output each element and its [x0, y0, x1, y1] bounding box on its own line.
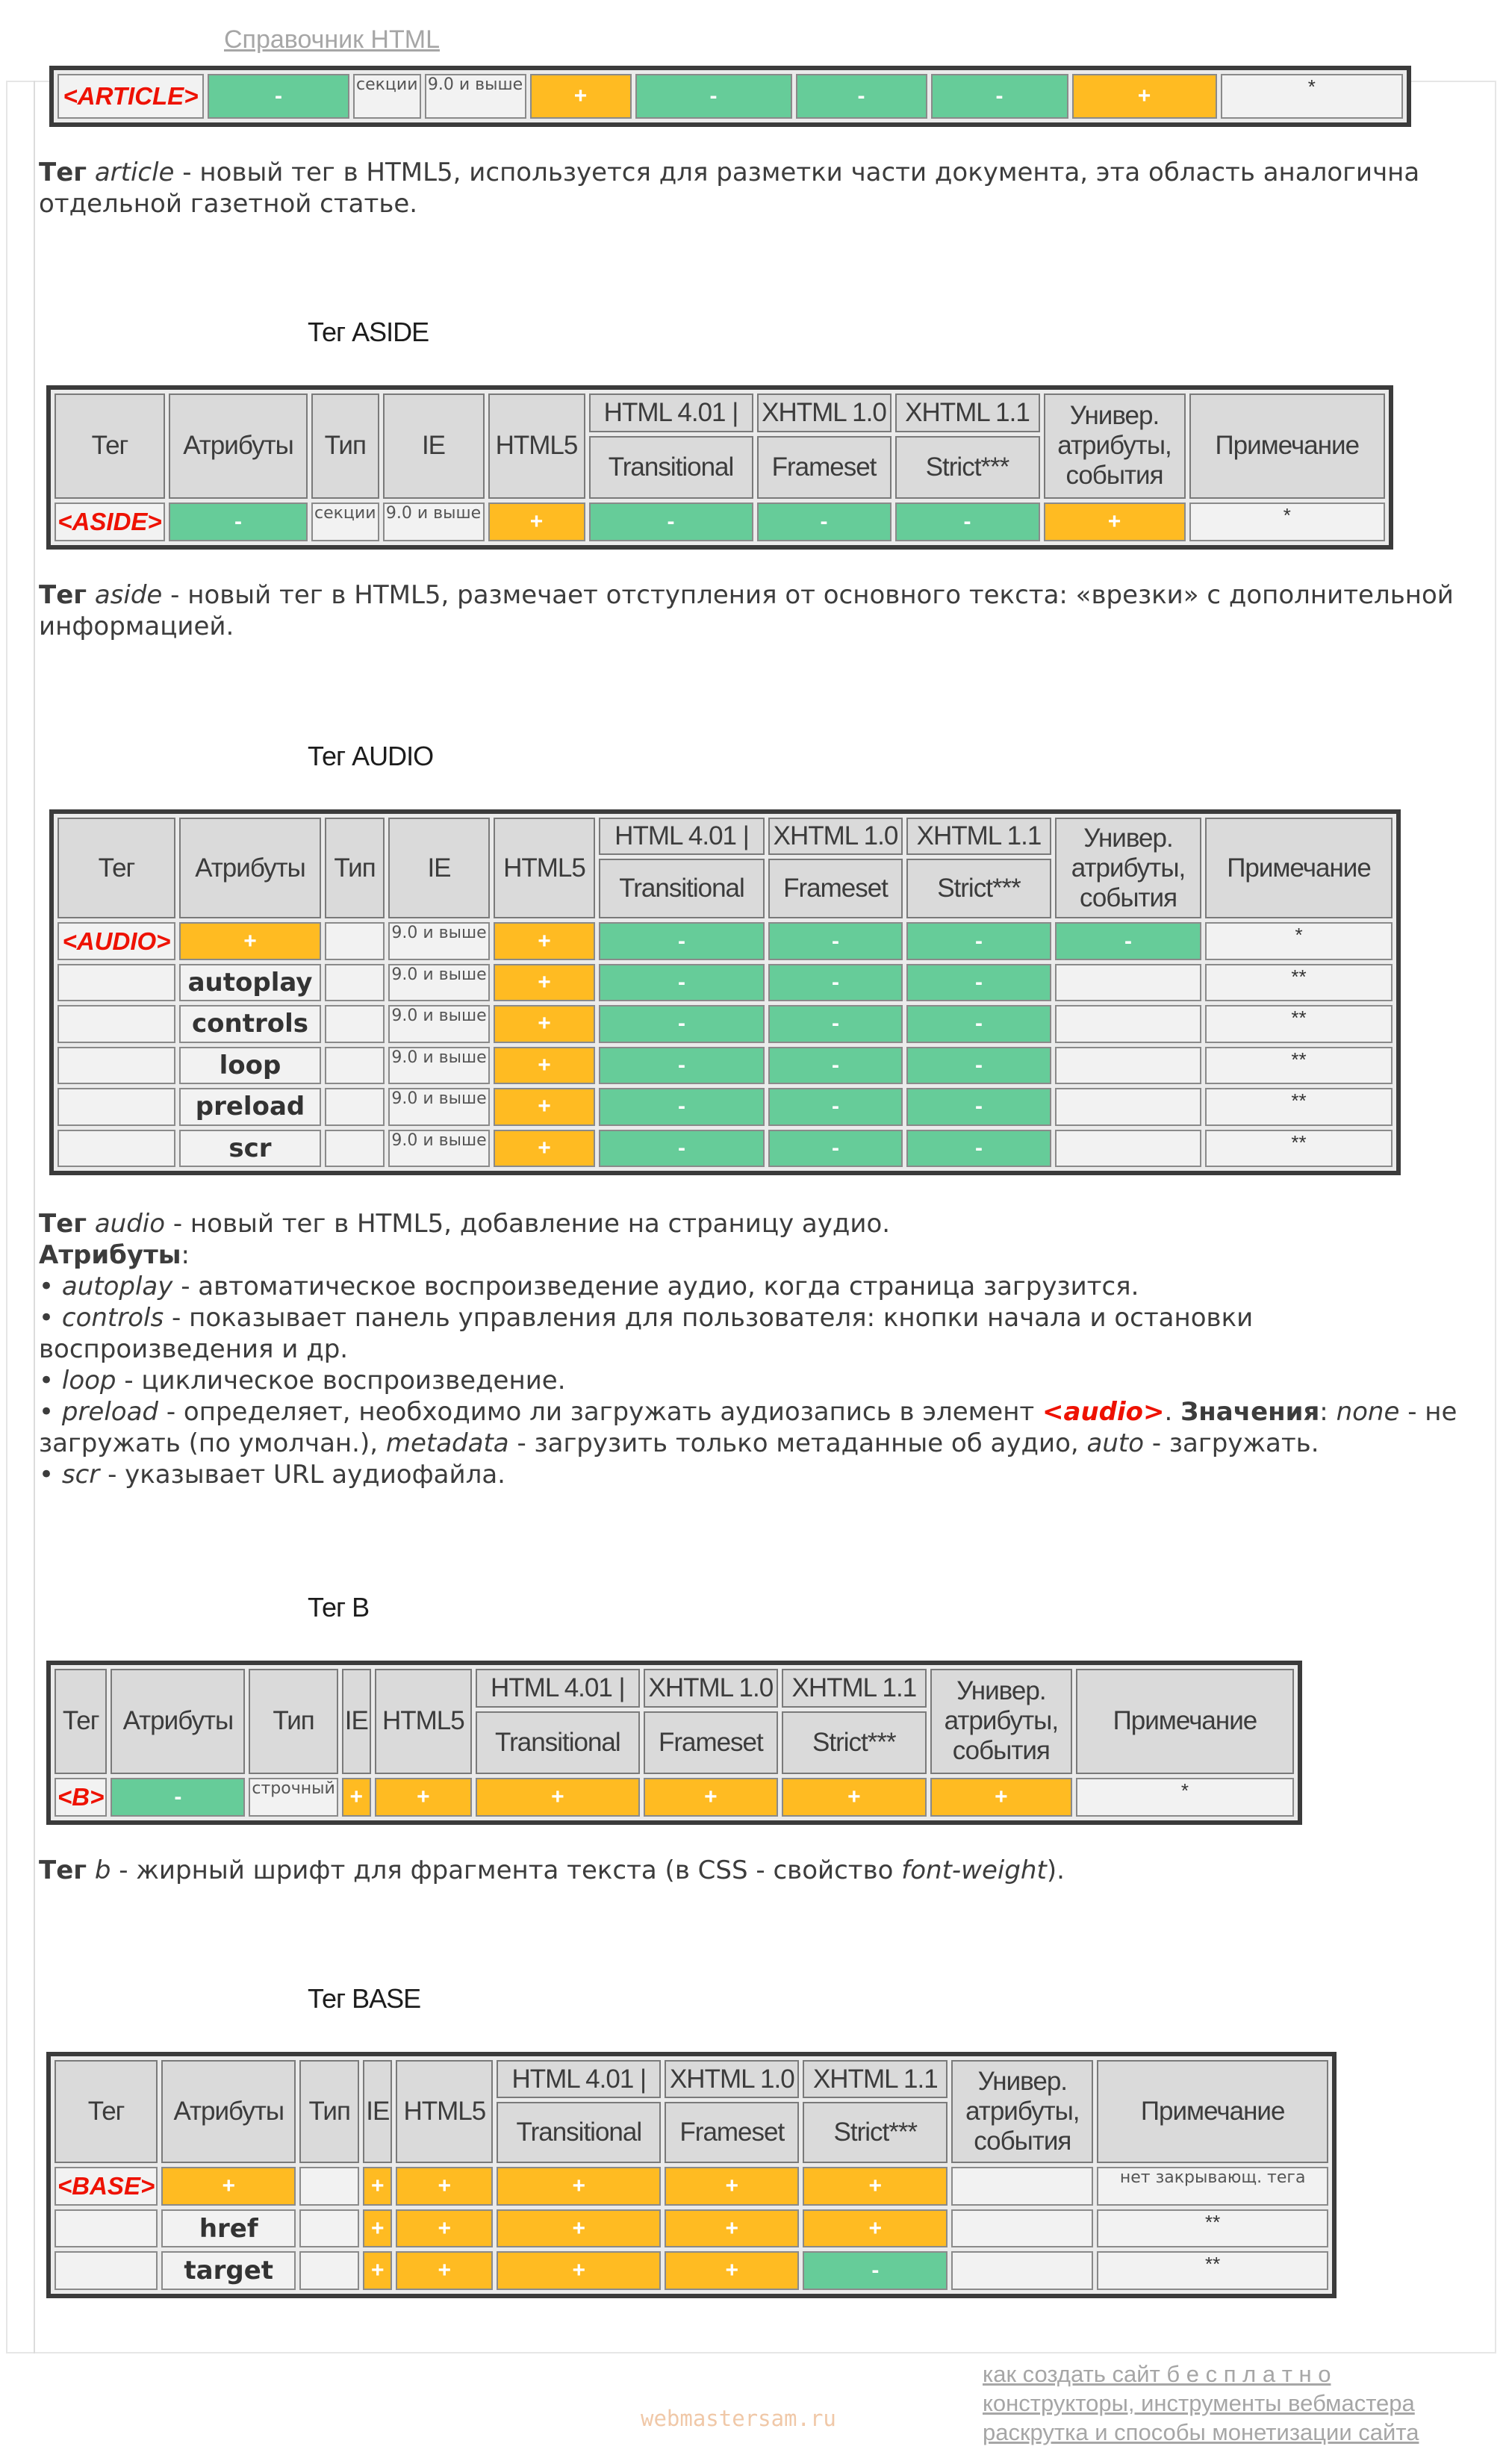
- aside-ie-cell: 9.0 и выше: [383, 503, 485, 541]
- desc-tag-name: article: [94, 158, 175, 187]
- transitional-cell: +: [497, 2209, 661, 2248]
- audio-tag-cell[interactable]: <AUDIO>: [57, 922, 175, 959]
- transitional-cell: -: [599, 1088, 765, 1125]
- hdr-note: Примечание: [1076, 1669, 1294, 1774]
- empty-tag-cell: [57, 1047, 175, 1084]
- hdr-transitional: Transitional: [497, 2102, 661, 2163]
- hdr-note: Примечание: [1205, 818, 1393, 918]
- empty-type-cell: [325, 1047, 385, 1084]
- hdr-tag: Тег: [55, 393, 165, 499]
- frameset-cell: -: [768, 964, 903, 1001]
- b-description: [39, 1855, 1465, 1886]
- desc-text: - новый тег в HTML5, добавление на страницу аудио.: [165, 1209, 891, 1239]
- article-type-cell: секции: [353, 74, 421, 119]
- hdr-transitional: Transitional: [599, 859, 765, 918]
- empty-univ-cell: [1055, 1005, 1201, 1042]
- attr-scr: scr: [61, 1460, 100, 1490]
- attr-name-cell: preload: [179, 1088, 321, 1125]
- audio-ie-cell: 9.0 и выше: [388, 922, 490, 959]
- hdr-transitional: Transitional: [476, 1711, 640, 1773]
- note-cell: **: [1205, 1047, 1393, 1084]
- attr-name-cell: loop: [179, 1047, 321, 1084]
- hdr-xhtml11: XHTML 1.1: [906, 818, 1051, 855]
- table-row: [57, 1047, 1393, 1084]
- attr-name-cell: controls: [179, 1005, 321, 1042]
- desc-tag-name: audio: [94, 1209, 166, 1239]
- base-transitional-cell: +: [497, 2167, 661, 2206]
- desc-lead: Тег: [39, 1855, 87, 1885]
- hdr-note: Примечание: [1097, 2060, 1328, 2163]
- ie-cell: 9.0 и выше: [388, 1047, 490, 1084]
- aside-transitional-cell: -: [589, 503, 753, 541]
- table-row: [55, 2251, 1328, 2290]
- frameset-cell: -: [768, 1047, 903, 1084]
- audio-transitional-cell: -: [599, 922, 765, 959]
- value-none-text: - не загружать (по умолчан.),: [39, 1397, 1457, 1458]
- b-html5-cell: +: [375, 1778, 472, 1817]
- b-strict-cell: +: [782, 1778, 927, 1817]
- attr-loop-text: - циклическое воспроизведение.: [116, 1366, 566, 1396]
- aside-univ-cell: +: [1044, 503, 1186, 541]
- attr-autoplay: autoplay: [61, 1272, 173, 1301]
- empty-type-cell: [325, 1130, 385, 1167]
- panel-left-rule: [34, 81, 35, 2353]
- attr-controls: controls: [61, 1303, 164, 1333]
- empty-univ-cell: [1055, 964, 1201, 1001]
- frameset-cell: -: [768, 1130, 903, 1167]
- hdr-xhtml11: XHTML 1.1: [782, 1669, 927, 1708]
- hdr-tag: Тег: [55, 1669, 107, 1774]
- table-row: [57, 922, 1393, 959]
- frameset-cell: +: [665, 2209, 799, 2248]
- aside-heading: Тег ASIDE: [308, 317, 429, 347]
- desc-lead: Тег: [39, 1209, 87, 1239]
- empty-univ-cell: [1055, 1088, 1201, 1125]
- audio-type-cell: [325, 922, 385, 959]
- empty-type-cell: [325, 964, 385, 1001]
- article-html5-cell: +: [530, 74, 632, 119]
- html5-cell: +: [396, 2251, 493, 2290]
- empty-tag-cell: [55, 2251, 158, 2290]
- hdr-univ: Универ. атрибуты, события: [951, 2060, 1093, 2163]
- hdr-transitional: Transitional: [589, 436, 753, 498]
- note-cell: **: [1097, 2209, 1328, 2248]
- base-univ-cell: [951, 2167, 1093, 2206]
- hdr-attrs: Атрибуты: [161, 2060, 296, 2163]
- ie-cell: +: [363, 2251, 392, 2290]
- empty-univ-cell: [951, 2251, 1093, 2290]
- b-frameset-cell: +: [644, 1778, 778, 1817]
- strict-cell: +: [803, 2209, 948, 2248]
- hdr-attrs: Атрибуты: [111, 1669, 245, 1774]
- b-attrs-cell: -: [111, 1778, 245, 1817]
- hdr-ie: IE: [388, 818, 490, 918]
- base-tag-cell[interactable]: <BASE>: [55, 2167, 158, 2206]
- empty-tag-cell: [57, 1130, 175, 1167]
- b-ie-cell: +: [342, 1778, 371, 1817]
- hdr-xhtml11: XHTML 1.1: [895, 393, 1040, 432]
- aside-attrs-cell: -: [169, 503, 308, 541]
- attr-loop: loop: [61, 1366, 116, 1396]
- footer-site-name: webmastersam.ru: [641, 2406, 836, 2431]
- audio-table: [49, 809, 1401, 1175]
- attr-preload: preload: [61, 1397, 159, 1427]
- aside-description: [39, 579, 1465, 642]
- hdr-note: Примечание: [1189, 393, 1386, 499]
- empty-tag-cell: [57, 1005, 175, 1042]
- attr-name-cell: scr: [179, 1130, 321, 1167]
- footer-link-monetization[interactable]: раскрутка и способы монетизации сайта: [983, 2419, 1419, 2445]
- aside-html5-cell: +: [488, 503, 585, 541]
- transitional-cell: -: [599, 964, 765, 1001]
- note-cell: **: [1097, 2251, 1328, 2290]
- desc-end: ).: [1046, 1855, 1065, 1885]
- attr-scr-text: - указывает URL аудиофайла.: [99, 1460, 505, 1490]
- hdr-type: Тип: [311, 393, 379, 499]
- html5-cell: +: [494, 964, 595, 1001]
- b-univ-cell: +: [930, 1778, 1072, 1817]
- b-transitional-cell: +: [476, 1778, 640, 1817]
- hdr-strict: Strict***: [906, 859, 1051, 918]
- audio-note-cell: *: [1205, 922, 1393, 959]
- html5-cell: +: [494, 1130, 595, 1167]
- hdr-xhtml10: XHTML 1.0: [757, 393, 892, 432]
- value-metadata: metadata: [385, 1428, 509, 1458]
- hdr-ie: IE: [363, 2060, 392, 2163]
- hdr-xhtml10: XHTML 1.0: [665, 2060, 799, 2098]
- frameset-cell: -: [768, 1005, 903, 1042]
- article-description: [39, 157, 1465, 220]
- table-row: [55, 2167, 1328, 2206]
- base-note-cell: нет закрывающ. тега: [1097, 2167, 1328, 2206]
- frameset-cell: -: [768, 1088, 903, 1125]
- value-auto: auto: [1086, 1428, 1145, 1458]
- hdr-xhtml10: XHTML 1.0: [644, 1669, 778, 1708]
- hdr-html401: HTML 4.01 |: [589, 393, 753, 432]
- transitional-cell: -: [599, 1047, 765, 1084]
- ie-cell: +: [363, 2209, 392, 2248]
- hdr-xhtml10: XHTML 1.0: [768, 818, 903, 855]
- strict-cell: -: [906, 1047, 1051, 1084]
- hdr-frameset: Frameset: [665, 2102, 799, 2163]
- hdr-tag: Тег: [57, 818, 175, 918]
- attributes-label: Атрибуты: [39, 1240, 181, 1270]
- hdr-ie: IE: [342, 1669, 371, 1774]
- attr-name-cell: href: [161, 2209, 296, 2248]
- desc-tag-name: b: [94, 1855, 111, 1885]
- article-univ-cell: +: [1072, 74, 1217, 119]
- html5-cell: +: [494, 1005, 595, 1042]
- empty-tag-cell: [57, 964, 175, 1001]
- aside-tag-cell[interactable]: <ASIDE>: [55, 503, 165, 541]
- empty-tag-cell: [57, 1088, 175, 1125]
- transitional-cell: +: [497, 2251, 661, 2290]
- hdr-xhtml11: XHTML 1.1: [803, 2060, 948, 2098]
- footer-link-create-site[interactable]: как создать сайт б е с п л а т н о: [983, 2361, 1331, 2387]
- frameset-cell: +: [665, 2251, 799, 2290]
- dot: .: [1164, 1397, 1181, 1427]
- audio-html5-cell: +: [494, 922, 595, 959]
- aside-type-cell: секции: [311, 503, 379, 541]
- hdr-frameset: Frameset: [768, 859, 903, 918]
- hdr-html5: HTML5: [488, 393, 585, 499]
- article-attrs-cell: -: [208, 74, 349, 119]
- strict-cell: -: [906, 1005, 1051, 1042]
- article-table: [49, 66, 1411, 127]
- attr-name-cell: target: [161, 2251, 296, 2290]
- empty-tag-cell: [55, 2209, 158, 2248]
- audio-univ-cell: -: [1055, 922, 1201, 959]
- hdr-univ: Универ. атрибуты, события: [930, 1669, 1072, 1774]
- note-cell: **: [1205, 1088, 1393, 1125]
- hdr-type: Тип: [249, 1669, 337, 1774]
- hdr-attrs: Атрибуты: [179, 818, 321, 918]
- article-note-cell: *: [1221, 74, 1404, 119]
- audio-attrs-cell: +: [179, 922, 321, 959]
- handbook-link[interactable]: Справочник HTML: [224, 25, 440, 54]
- strict-cell: -: [803, 2251, 948, 2290]
- desc-text: - новый тег в HTML5, используется для разметки части документа, эта область аналогична отдельной газетной статье.: [39, 158, 1420, 219]
- transitional-cell: -: [599, 1130, 765, 1167]
- empty-type-cell: [325, 1088, 385, 1125]
- hdr-html401: HTML 4.01 |: [599, 818, 765, 855]
- note-cell: **: [1205, 1005, 1393, 1042]
- aside-note-cell: *: [1189, 503, 1386, 541]
- hdr-html401: HTML 4.01 |: [476, 1669, 640, 1708]
- hdr-univ: Универ. атрибуты, события: [1055, 818, 1201, 918]
- article-frameset-cell: -: [796, 74, 927, 119]
- ie-cell: 9.0 и выше: [388, 964, 490, 1001]
- empty-type-cell: [299, 2209, 359, 2248]
- hdr-strict: Strict***: [803, 2102, 948, 2163]
- css-property: font-weight: [901, 1855, 1047, 1885]
- hdr-type: Тип: [299, 2060, 359, 2163]
- hdr-html5: HTML5: [375, 1669, 472, 1774]
- attr-controls-text: - показывает панель управления для пользователя: кнопки начала и остановки воспроизведения и др.: [39, 1303, 1254, 1364]
- desc-text: - новый тег в HTML5, размечает отступления от основного текста: «врезки» с дополнительной информацией.: [39, 580, 1454, 641]
- attr-preload-text: - определяет, необходимо ли загружать аудиозапись в элемент: [158, 1397, 1043, 1427]
- base-html5-cell: +: [396, 2167, 493, 2206]
- footer-link-tools[interactable]: конструкторы, инструменты вебмастера: [983, 2390, 1415, 2416]
- html5-cell: +: [494, 1088, 595, 1125]
- article-strict-cell: -: [931, 74, 1068, 119]
- value-metadata-text: - загрузить только метаданные об аудио,: [508, 1428, 1087, 1458]
- html5-cell: +: [494, 1047, 595, 1084]
- desc-text: - жирный шрифт для фрагмента текста (в CSS - свойство: [111, 1855, 902, 1885]
- transitional-cell: -: [599, 1005, 765, 1042]
- empty-univ-cell: [1055, 1130, 1201, 1167]
- values-label: Значения: [1180, 1397, 1320, 1427]
- table-row: [57, 1005, 1393, 1042]
- hdr-html5: HTML5: [396, 2060, 493, 2163]
- html5-cell: +: [396, 2209, 493, 2248]
- base-heading: Тег BASE: [308, 1983, 421, 2014]
- audio-tag-link[interactable]: <audio>: [1042, 1397, 1165, 1427]
- base-type-cell: [299, 2167, 359, 2206]
- hdr-strict: Strict***: [895, 436, 1040, 498]
- hdr-frameset: Frameset: [644, 1711, 778, 1773]
- footer-links: [983, 2359, 1419, 2447]
- strict-cell: -: [906, 1088, 1051, 1125]
- b-table: [46, 1661, 1302, 1825]
- audio-heading: Тег AUDIO: [308, 741, 434, 771]
- article-ie-cell: 9.0 и выше: [425, 74, 526, 119]
- value-none: none: [1336, 1397, 1400, 1427]
- colon: :: [1319, 1397, 1337, 1427]
- table-row: [57, 1130, 1393, 1167]
- strict-cell: -: [906, 964, 1051, 1001]
- hdr-tag: Тег: [55, 2060, 158, 2163]
- ie-cell: 9.0 и выше: [388, 1088, 490, 1125]
- empty-type-cell: [325, 1005, 385, 1042]
- base-frameset-cell: +: [665, 2167, 799, 2206]
- note-cell: **: [1205, 1130, 1393, 1167]
- hdr-html401: HTML 4.01 |: [497, 2060, 661, 2098]
- table-row: [55, 2209, 1328, 2248]
- colon: :: [181, 1240, 190, 1270]
- audio-strict-cell: -: [906, 922, 1051, 959]
- aside-table: [46, 385, 1393, 550]
- audio-description: Тег audio - новый тег в HTML5, добавление на страницу аудио. Атрибуты: • autoplay - автоматическое воспроизведение аудио, когда страница загрузится. • controls - показывает панель управления для пользователя: кнопки начала и остановки воспроизведения и др. • loop - циклическое воспроизведение. • preload - определяет, необходимо ли загружать аудиозапись в элемент <audio>. Значения: none - не загружать (по умолчан.), metadata - загрузить только метаданные об аудио, auto - загружать. • scr - указывает URL аудиофайла.: [39, 1209, 1457, 1490]
- hdr-type: Тип: [325, 818, 385, 918]
- base-attrs-cell: +: [161, 2167, 296, 2206]
- empty-type-cell: [299, 2251, 359, 2290]
- empty-univ-cell: [951, 2209, 1093, 2248]
- aside-frameset-cell: -: [757, 503, 892, 541]
- ie-cell: 9.0 и выше: [388, 1005, 490, 1042]
- note-cell: **: [1205, 964, 1393, 1001]
- article-transitional-cell: -: [635, 74, 792, 119]
- attr-autoplay-text: - автоматическое воспроизведение аудио, когда страница загрузится.: [172, 1272, 1139, 1301]
- strict-cell: -: [906, 1130, 1051, 1167]
- attr-name-cell: autoplay: [179, 964, 321, 1001]
- b-note-cell: *: [1076, 1778, 1294, 1817]
- table-row: [57, 964, 1393, 1001]
- hdr-html5: HTML5: [494, 818, 595, 918]
- base-ie-cell: +: [363, 2167, 392, 2206]
- b-tag-cell[interactable]: <B>: [55, 1778, 107, 1817]
- hdr-ie: IE: [383, 393, 485, 499]
- value-auto-text: - загружать.: [1144, 1428, 1319, 1458]
- ie-cell: 9.0 и выше: [388, 1130, 490, 1167]
- base-table: [46, 2052, 1337, 2298]
- desc-lead: Тег: [39, 580, 87, 610]
- b-type-cell: строчный: [249, 1778, 337, 1817]
- hdr-attrs: Атрибуты: [169, 393, 308, 499]
- table-row: [57, 1088, 1393, 1125]
- hdr-strict: Strict***: [782, 1711, 927, 1773]
- desc-tag-name: aside: [94, 580, 163, 610]
- desc-lead: Тег: [39, 158, 87, 187]
- b-heading: Тег B: [308, 1592, 370, 1623]
- empty-univ-cell: [1055, 1047, 1201, 1084]
- article-tag-cell[interactable]: <ARTICLE>: [57, 74, 204, 119]
- hdr-frameset: Frameset: [757, 436, 892, 498]
- hdr-univ: Универ. атрибуты, события: [1044, 393, 1186, 499]
- audio-frameset-cell: -: [768, 922, 903, 959]
- base-strict-cell: +: [803, 2167, 948, 2206]
- aside-strict-cell: -: [895, 503, 1040, 541]
